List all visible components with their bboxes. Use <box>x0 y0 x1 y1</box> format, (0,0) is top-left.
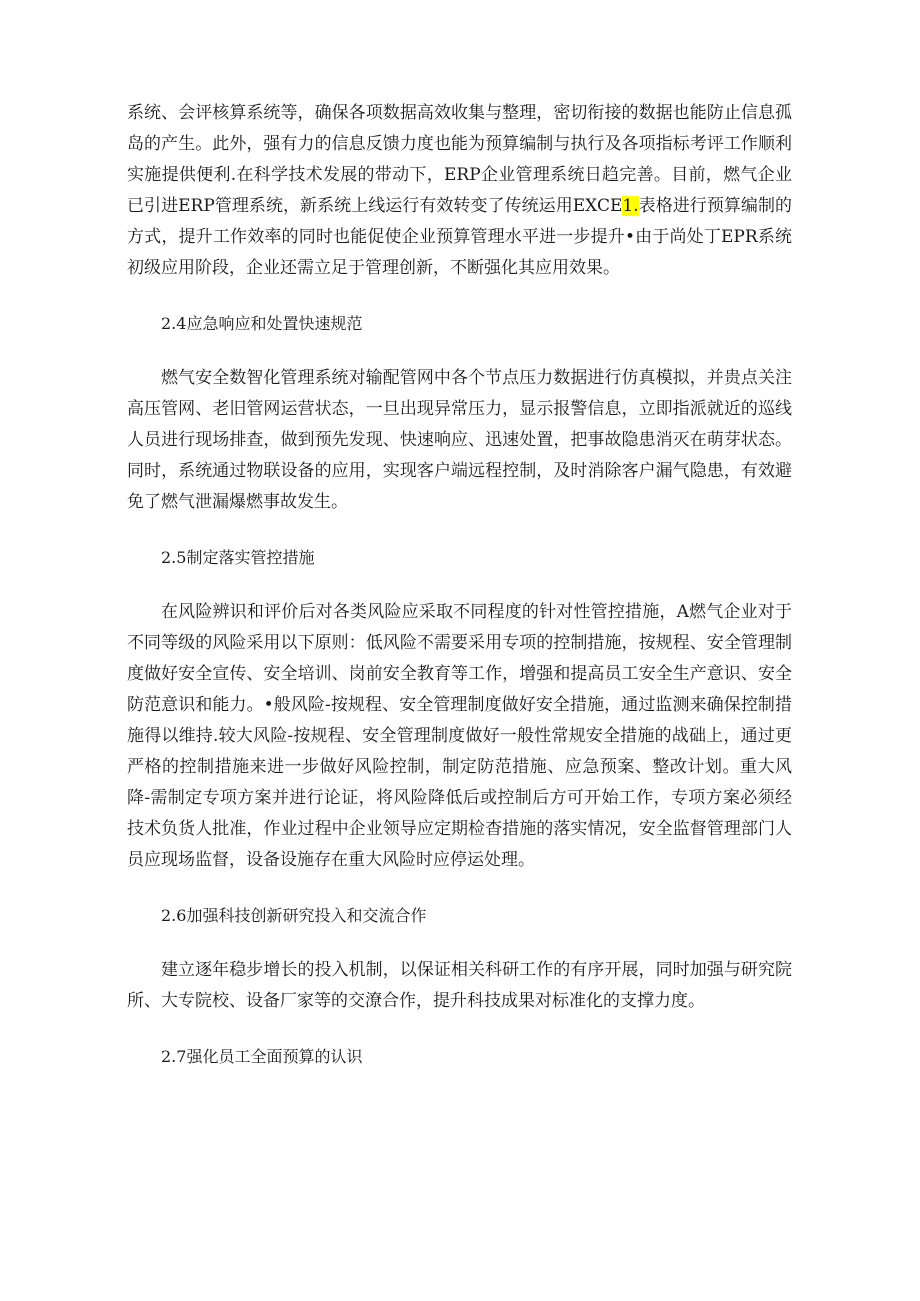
paragraph-text: 燃气安全数智化管理系统对输配管网中各个节点压力数据进行仿真模拟，并贵点关注高压管网、老旧管网运营状态，一旦出现异常压力，显示报警信息，立即指派就近的巡线人员进行现场排查，做到预先发现、快速响应、迅速处置，把事故隐患消灭在萌芽状态。同时，系统通过物联设备的应用，实现客户端远程控制，及时消除客户漏气隐患，有效避免了燃气泄漏爆燃事故发生。 <box>127 368 792 512</box>
highlighted-text: 1. <box>622 196 639 216</box>
section-heading: 2.4应急响应和处置快速规范 <box>161 314 363 333</box>
paragraph-text: 在风险辨识和评价后对各类风险应采取不同程度的针对性管控措施，A燃气企业对于不同等级的风险采用以下原则：低风险不需要采用专项的控制措施，按规程、安全管理制度做好安全宣传、安全培训、岗前安全教育等工作，增强和提高员工安全生产意识、安全防范意识和能力。•般风险-按规程、安全管理制度做好安全措施，通过监测来确保控制措施得以维持.较大风险-按规程、安全管理制度做好一般性常规安全措施的战础上，通过更严格的控制措施来进一步做好风险控制，制定防范措施、应急预案、整改计划。重大风降-需制定专项方案并进行论证，将风险降低后或控制后方可开始工作，专项方案必须经技术负货人批准，作业过程中企业领导应定期检杳措施的落实情况，安全监督管理部门人员应现场监督，设备设施存在重大风险时应停运处理。 <box>127 602 792 870</box>
paragraph-text: 表格进行预算编制的方式，提升工作效率的同时也能促使企业预算管理水平进一步提升•由于尚处丁EPR系统初级应用阶段，企业还需立足于管理创新，不断强化其应用效果。 <box>127 196 793 278</box>
spacer <box>127 573 792 597</box>
body-paragraph <box>127 955 792 1017</box>
body-paragraph <box>127 363 792 518</box>
section-heading: 2.5制定落实管控措施 <box>161 548 315 567</box>
spacer <box>127 876 792 900</box>
spacer <box>127 518 792 542</box>
section-heading: 2.7强化员工全面预算的认识 <box>161 1047 363 1066</box>
body-paragraph <box>127 98 792 284</box>
paragraph-text: 系统、会评核算系统等，确保各项数据高效收集与整理，密切衔接的数据也能防止信息孤岛的产生。此外，强有力的信息反馈力度也能为预算编制与执行及各项指标考评工作顺利实施提供便利.在科学技术发展的带动下，ERP企业管理系统日趋完善。目前，燃气企业已引进ERP管理系统，新系统上线运行有效转变了传统运用EXCE <box>127 103 792 216</box>
spacer <box>127 1072 792 1096</box>
spacer <box>127 339 792 363</box>
body-paragraph <box>127 597 792 876</box>
section-heading: 2.6加强科技创新研究投入和交流合作 <box>161 906 427 925</box>
spacer <box>127 931 792 955</box>
paragraph-text: 建立逐年稳步增长的投入机制，以保证相关科研工作的有序开展，同时加强与研究院所、大专院校、设备厂家等的交潦合作，提升科技成果对标准化的支撑力度。 <box>127 960 792 1011</box>
spacer <box>127 284 792 308</box>
spacer <box>127 1017 792 1041</box>
document-body <box>127 98 792 1096</box>
